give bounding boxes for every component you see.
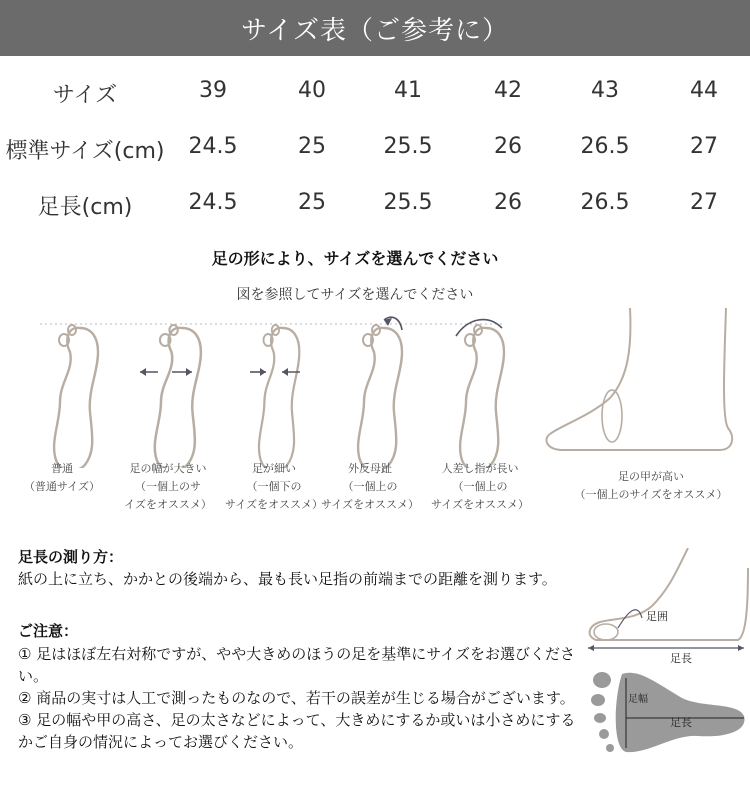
- caption-line: 人差し指が長い: [441, 462, 519, 475]
- caption-high-instep: [556, 468, 746, 504]
- caption-line: サイズをオススメ）: [320, 498, 419, 511]
- table-cell: 24.5: [188, 134, 238, 159]
- width-label: 足幅: [628, 694, 648, 705]
- caption-line: （一個上の: [452, 480, 508, 493]
- table-cell: 25.5: [383, 134, 433, 159]
- table-row-size: [0, 78, 750, 118]
- table-cell: 39: [199, 78, 227, 103]
- foot-bunion: [358, 325, 402, 468]
- table-cell: 26.5: [580, 134, 630, 159]
- table-cell: 27: [690, 190, 718, 215]
- table-cell: 40: [298, 78, 326, 103]
- table-cell: 41: [394, 78, 422, 103]
- row-label: 標準サイズ(cm): [5, 139, 165, 164]
- foot-high-instep: [546, 308, 732, 450]
- measure-text: 紙の上に立ち、かかとの後端から、最も長い足指の前端までの距離を測ります。: [18, 570, 557, 588]
- caption-line: （一個上のサイズをオススメ）: [574, 488, 728, 501]
- table-cell: 42: [494, 78, 522, 103]
- caption-line: （一個上の: [342, 480, 398, 493]
- caption-line: イズをオススメ）: [124, 498, 212, 511]
- notes-title: ご注意：: [18, 622, 79, 640]
- measure-title: 足長の測り方：: [18, 548, 124, 566]
- caption-line: （普通サイズ）: [23, 480, 101, 493]
- row-label: サイズ: [52, 83, 118, 108]
- arrows-wide: [140, 368, 192, 376]
- foot-normal: [54, 325, 98, 468]
- caption-line: （一個上のサ: [135, 480, 201, 493]
- page-header: [0, 0, 750, 56]
- table-cell: 43: [591, 78, 619, 103]
- guide-subtitle: 図を参照してサイズを選んでください: [236, 287, 474, 303]
- table-cell: 27: [690, 134, 718, 159]
- length-label-2: 足長: [670, 716, 692, 729]
- page-title: サイズ表（ご参考に）: [241, 15, 509, 46]
- guide-title: 足の形により、サイズを選んでください: [211, 249, 499, 268]
- notes-list: [18, 643, 578, 753]
- caption-narrow: [222, 460, 326, 514]
- caption-line: サイズをオススメ）: [430, 498, 529, 511]
- girth-label: 足囲: [646, 610, 668, 623]
- table-cell: 26: [494, 134, 522, 159]
- table-cell: 26: [494, 190, 522, 215]
- caption-normal: [22, 460, 102, 496]
- row-label: 足長(cm): [37, 195, 133, 220]
- table-cell: 25: [298, 134, 326, 159]
- table-cell: 25: [298, 190, 326, 215]
- foot-measure-diagram: [578, 548, 750, 812]
- foot-shapes-illustration: [0, 308, 750, 468]
- table-cell: 24.5: [188, 190, 238, 215]
- note-item: ① 足はほぼ左右対称ですが、やや大きめのほうの足を基準にサイズをお選びください。: [18, 645, 576, 685]
- caption-wide: [112, 460, 224, 514]
- caption-long-toe: [424, 460, 536, 514]
- length-label: 足長: [670, 652, 692, 665]
- note-item: ② 商品の実寸は人工で測ったものなので、若干の誤差が生じる場合がございます。: [18, 689, 575, 707]
- caption-line: 外反母趾: [348, 462, 392, 475]
- foot-long-toe: [460, 325, 504, 468]
- table-cell: 26.5: [580, 190, 630, 215]
- caption-line: 足の甲が高い: [618, 470, 684, 483]
- table-cell: 25.5: [383, 190, 433, 215]
- table-row-standard: [0, 134, 750, 174]
- arrows-narrow: [250, 368, 300, 376]
- footprint-sole: [591, 672, 745, 752]
- table-cell: 44: [690, 78, 718, 103]
- note-item: ③ 足の幅や甲の高さ、足の太さなどによって、大きめにするか或いは小さめにするかご自身の情況によってお選びください。: [18, 711, 576, 751]
- caption-line: 足の幅が大きい: [129, 462, 207, 475]
- table-row-foot-length: [0, 190, 750, 230]
- caption-bunion: [316, 460, 424, 514]
- caption-line: サイズをオススメ）: [224, 498, 323, 511]
- caption-line: 足が細い: [252, 462, 296, 475]
- caption-line: （一個下の: [246, 480, 302, 493]
- caption-line: 普通: [51, 462, 73, 475]
- foot-narrow: [259, 325, 299, 468]
- foot-wide: [155, 325, 201, 468]
